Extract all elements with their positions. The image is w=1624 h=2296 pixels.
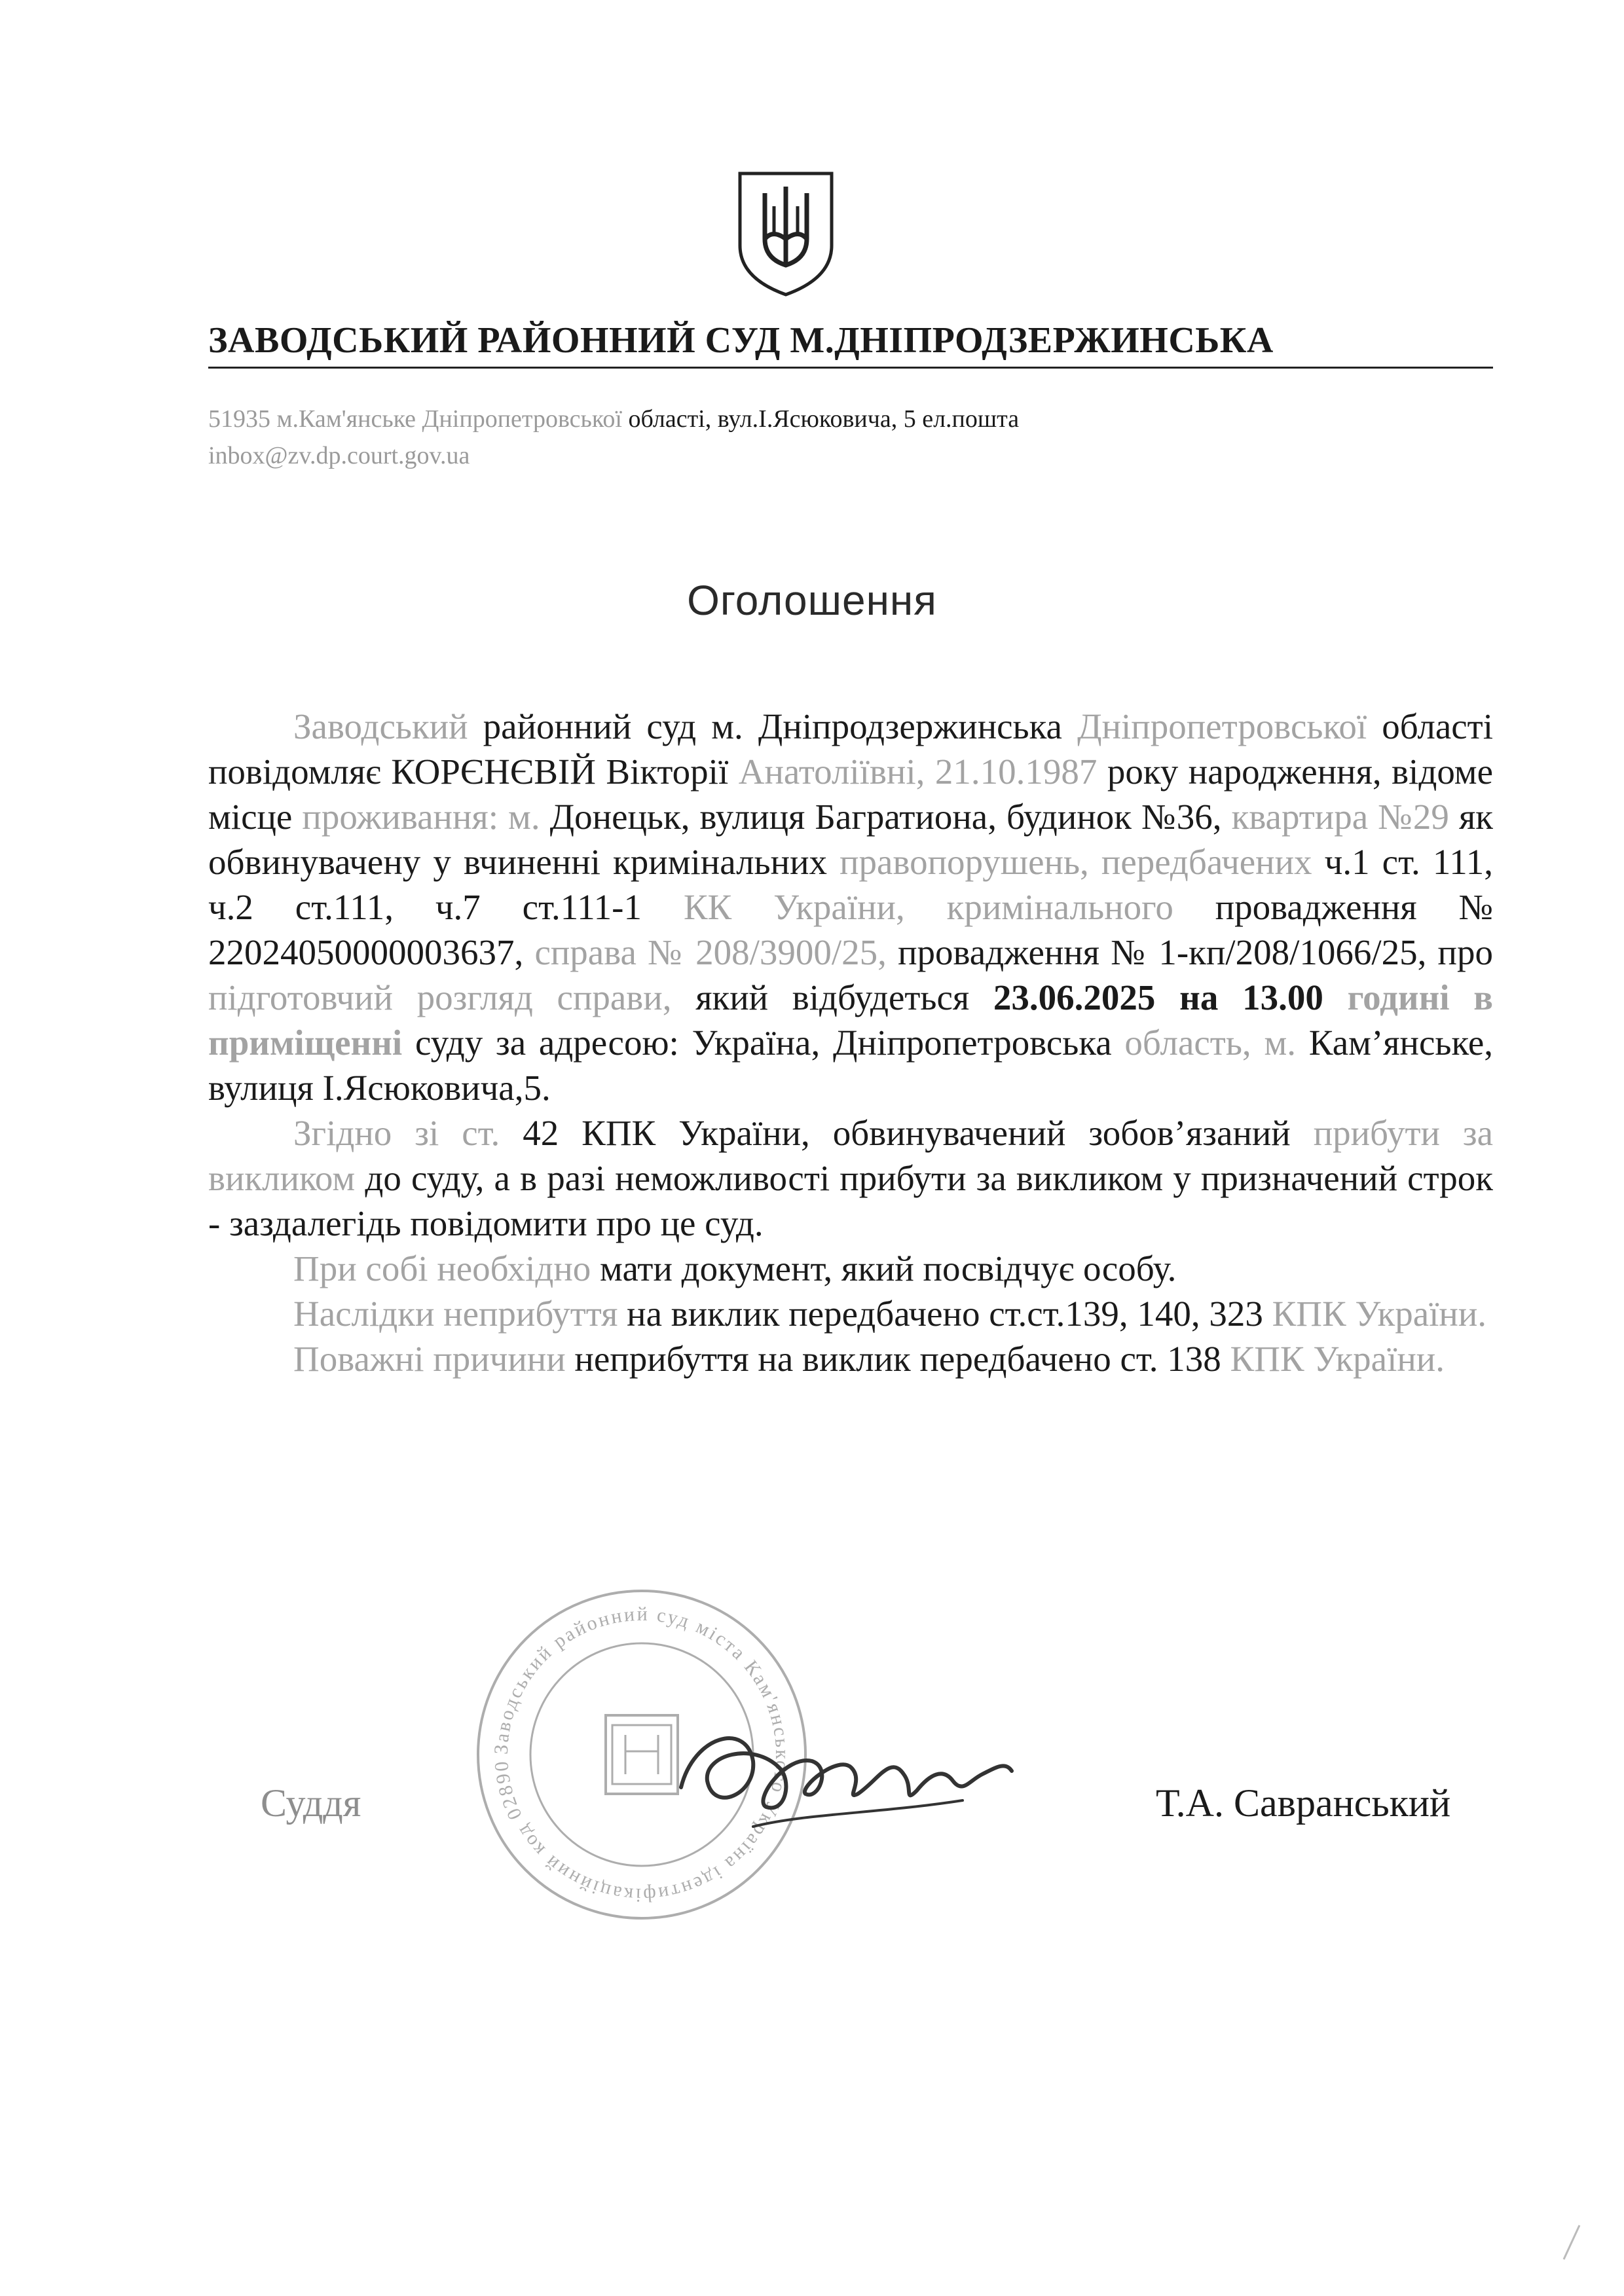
coat-of-arms-icon	[733, 167, 838, 298]
judge-name: Т.А. Савранський	[1156, 1781, 1451, 1825]
hearing-date: 23.06.2025	[993, 977, 1156, 1017]
paragraph-valid-reasons: Поважні причини неприбуття на виклик передбачено ст. 138 КПК України.	[293, 1339, 1445, 1379]
seal-text: Заводський районний суд міста Кам'янського Україна ідентифікаційний код 02890	[490, 1603, 794, 1906]
announcement-body	[208, 704, 1493, 1381]
hearing-time: 13.00	[1242, 977, 1323, 1017]
address-text: області, вул.І.Ясюковича, 5 ел.пошта	[621, 405, 1020, 433]
signature-label: Суддя	[261, 1781, 361, 1825]
court-name: ЗАВОДСЬКИЙ РАЙОННИЙ СУД М.ДНІПРОДЗЕРЖИНСЬКА	[208, 320, 1274, 361]
paragraph-consequences: Наслідки неприбуття на виклик передбачено ст.ст.139, 140, 323 КПК України.	[293, 1294, 1487, 1334]
header-divider	[208, 367, 1493, 369]
court-email: inbox@zv.dp.court.gov.ua	[208, 442, 470, 469]
paragraph-obligation: Згідно зі ст. 42 КПК України, обвинувачений зобов’язаний прибути за викликом до суду, а в разі неможливості прибути за викликом у призначений строк - заздалегідь повідомити про це суд.	[208, 1113, 1493, 1243]
court-address	[208, 401, 1493, 474]
handwritten-signature	[655, 1683, 1022, 1853]
paragraph-notice: Заводський районний суд м. Дніпродзержинська Дніпропетровської області повідомляє КОРЄНЄВІЙ Вікторії Анатоліївні, 21.10.1987 року народження, відоме місце проживання: м. Донецьк, вулиця Багратиона, будинок №36, квартира №29 як обвинувачену у вчиненні кримінальних правопорушень, передбачених ч.1 ст. 111, ч.2 ст.111, ч.7 ст.111-1 КК України, кримінального провадження № 22024050000003637, справа № 208/3900/25, провадження № 1-кп/208/1066/25, про підготовчий розгляд справи, який відбудеться 23.06.2025 на 13.00 годині в приміщенні суду за адресою: Україна, Дніпропетровська область, м. Кам’янське, вулиця І.Ясюковича,5.	[208, 706, 1494, 1108]
address-faint-part: 51935 м.Кам'янське Дніпропетровської	[208, 405, 622, 433]
document-title: Оголошення	[687, 577, 937, 624]
paragraph-id-document: При собі необхідно мати документ, який посвідчує особу.	[293, 1248, 1177, 1288]
scan-mark	[1559, 2223, 1585, 2262]
